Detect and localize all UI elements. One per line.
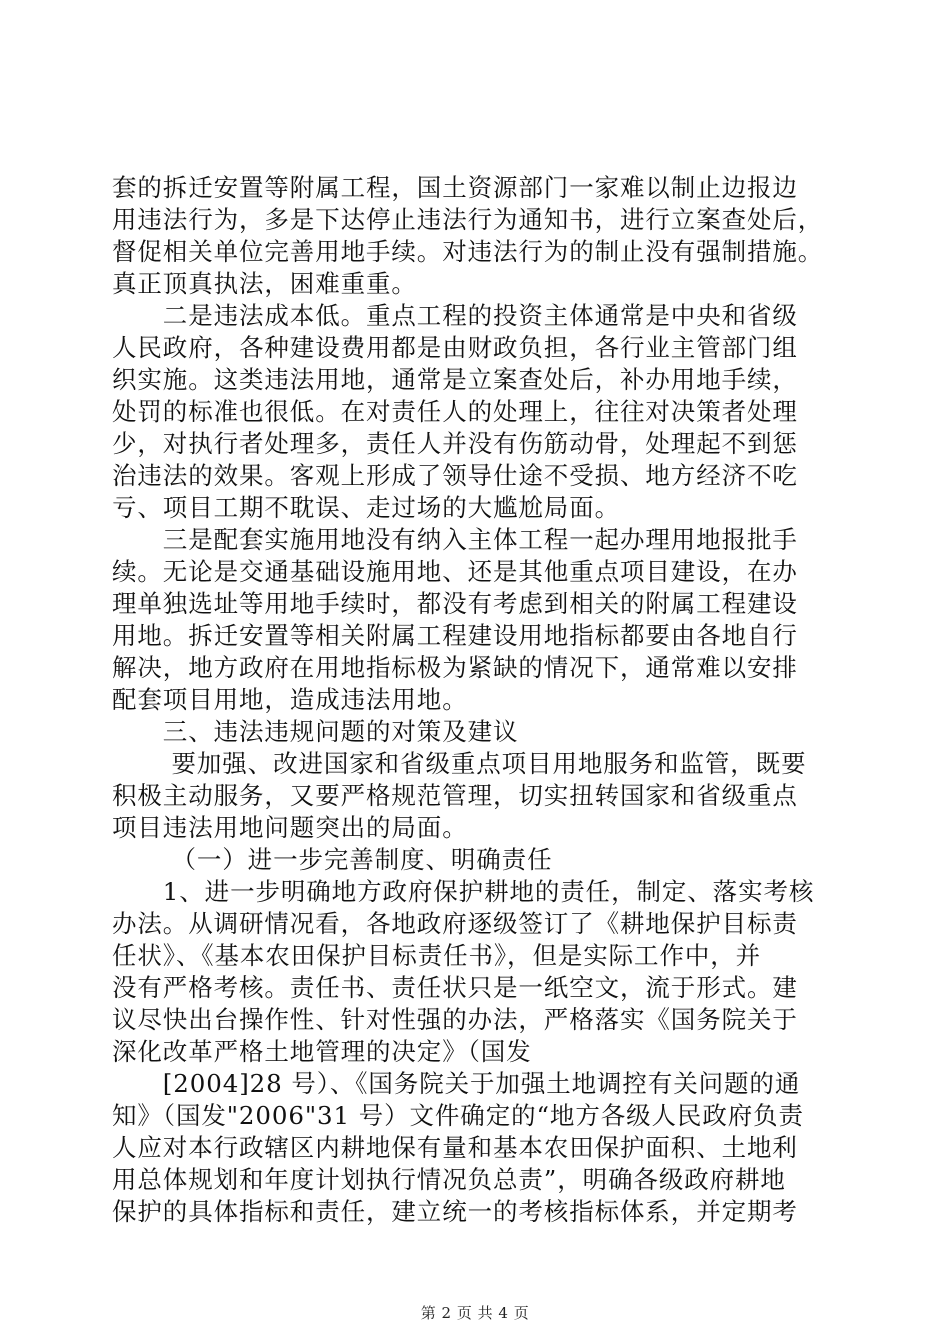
- text-line: 项目违法用地问题突出的局面。: [112, 813, 468, 842]
- text-line: 三、违法违规问题的对策及建议: [112, 717, 519, 746]
- text-line: 没有严格考核。责任书、责任状只是一纸空文，流于形式。建: [112, 973, 798, 1002]
- text-line: 织实施。这类违法用地，通常是立案查处后，补办用地手续，: [112, 365, 798, 394]
- text-line: 用违法行为，多是下达停止违法行为通知书，进行立案查处后，: [112, 205, 824, 234]
- text-line: 办法。从调研情况看，各地政府逐级签订了《耕地保护目标责: [112, 909, 798, 938]
- text-line: 理单独选址等用地手续时，都没有考虑到相关的附属工程建设: [112, 589, 798, 618]
- text-line: 治违法的效果。客观上形成了领导仕途不受损、地方经济不吃: [112, 461, 798, 490]
- text-line: 深化改革严格土地管理的决定》（国发: [112, 1037, 532, 1066]
- text-line: 用地。拆迁安置等相关附属工程建设用地指标都要由各地自行: [112, 621, 798, 650]
- text-line: 三是配套实施用地没有纳入主体工程一起办理用地报批手: [112, 525, 798, 554]
- text-line: 少，对执行者处理多，责任人并没有伤筋动骨，处理起不到惩: [112, 429, 798, 458]
- text-line: 1、进一步明确地方政府保护耕地的责任，制定、落实考核: [112, 877, 815, 906]
- text-line: （一）进一步完善制度、明确责任: [112, 845, 553, 874]
- text-line: 人应对本行政辖区内耕地保有量和基本农田保护面积、土地利: [112, 1133, 798, 1162]
- text-line: 知》（国发"2006"31 号）文件确定的“地方各级人民政府负责: [112, 1101, 804, 1130]
- text-line: 人民政府，各种建设费用都是由财政负担，各行业主管部门组: [112, 333, 798, 362]
- text-line: 真正顶真执法，困难重重。: [112, 269, 417, 298]
- document-body: [112, 172, 872, 1228]
- text-line: 二是违法成本低。重点工程的投资主体通常是中央和省级: [112, 301, 798, 330]
- text-line: 配套项目用地，造成违法用地。: [112, 685, 468, 714]
- text-line: 督促相关单位完善用地手续。对违法行为的制止没有强制措施。: [112, 237, 824, 266]
- text-line: 议尽快出台操作性、针对性强的办法，严格落实《国务院关于: [112, 1005, 798, 1034]
- text-line: 亏、项目工期不耽误、走过场的大尴尬局面。: [112, 493, 620, 522]
- page-footer: 第 2 页 共 4 页: [420, 1304, 530, 1322]
- text-line: 套的拆迁安置等附属工程，国土资源部门一家难以制止边报边: [112, 173, 798, 202]
- text-line: 积极主动服务，又要严格规范管理，切实扭转国家和省级重点: [112, 781, 798, 810]
- text-line: 用总体规划和年度计划执行情况负总责”，明确各级政府耕地: [112, 1165, 786, 1194]
- text-line: 处罚的标准也很低。在对责任人的处理上，往往对决策者处理: [112, 397, 798, 426]
- text-line: 任状》、《基本农田保护目标责任书》，但是实际工作中，并: [112, 941, 762, 970]
- text-line: 要加强、改进国家和省级重点项目用地服务和监管，既要: [112, 749, 807, 778]
- text-line: 保护的具体指标和责任，建立统一的考核指标体系，并定期考: [112, 1197, 798, 1226]
- text-line: 解决，地方政府在用地指标极为紧缺的情况下，通常难以安排: [112, 653, 798, 682]
- text-line: [2004]28 号）、《国务院关于加强土地调控有关问题的通: [112, 1069, 801, 1098]
- text-line: 续。无论是交通基础设施用地、还是其他重点项目建设，在办: [112, 557, 798, 586]
